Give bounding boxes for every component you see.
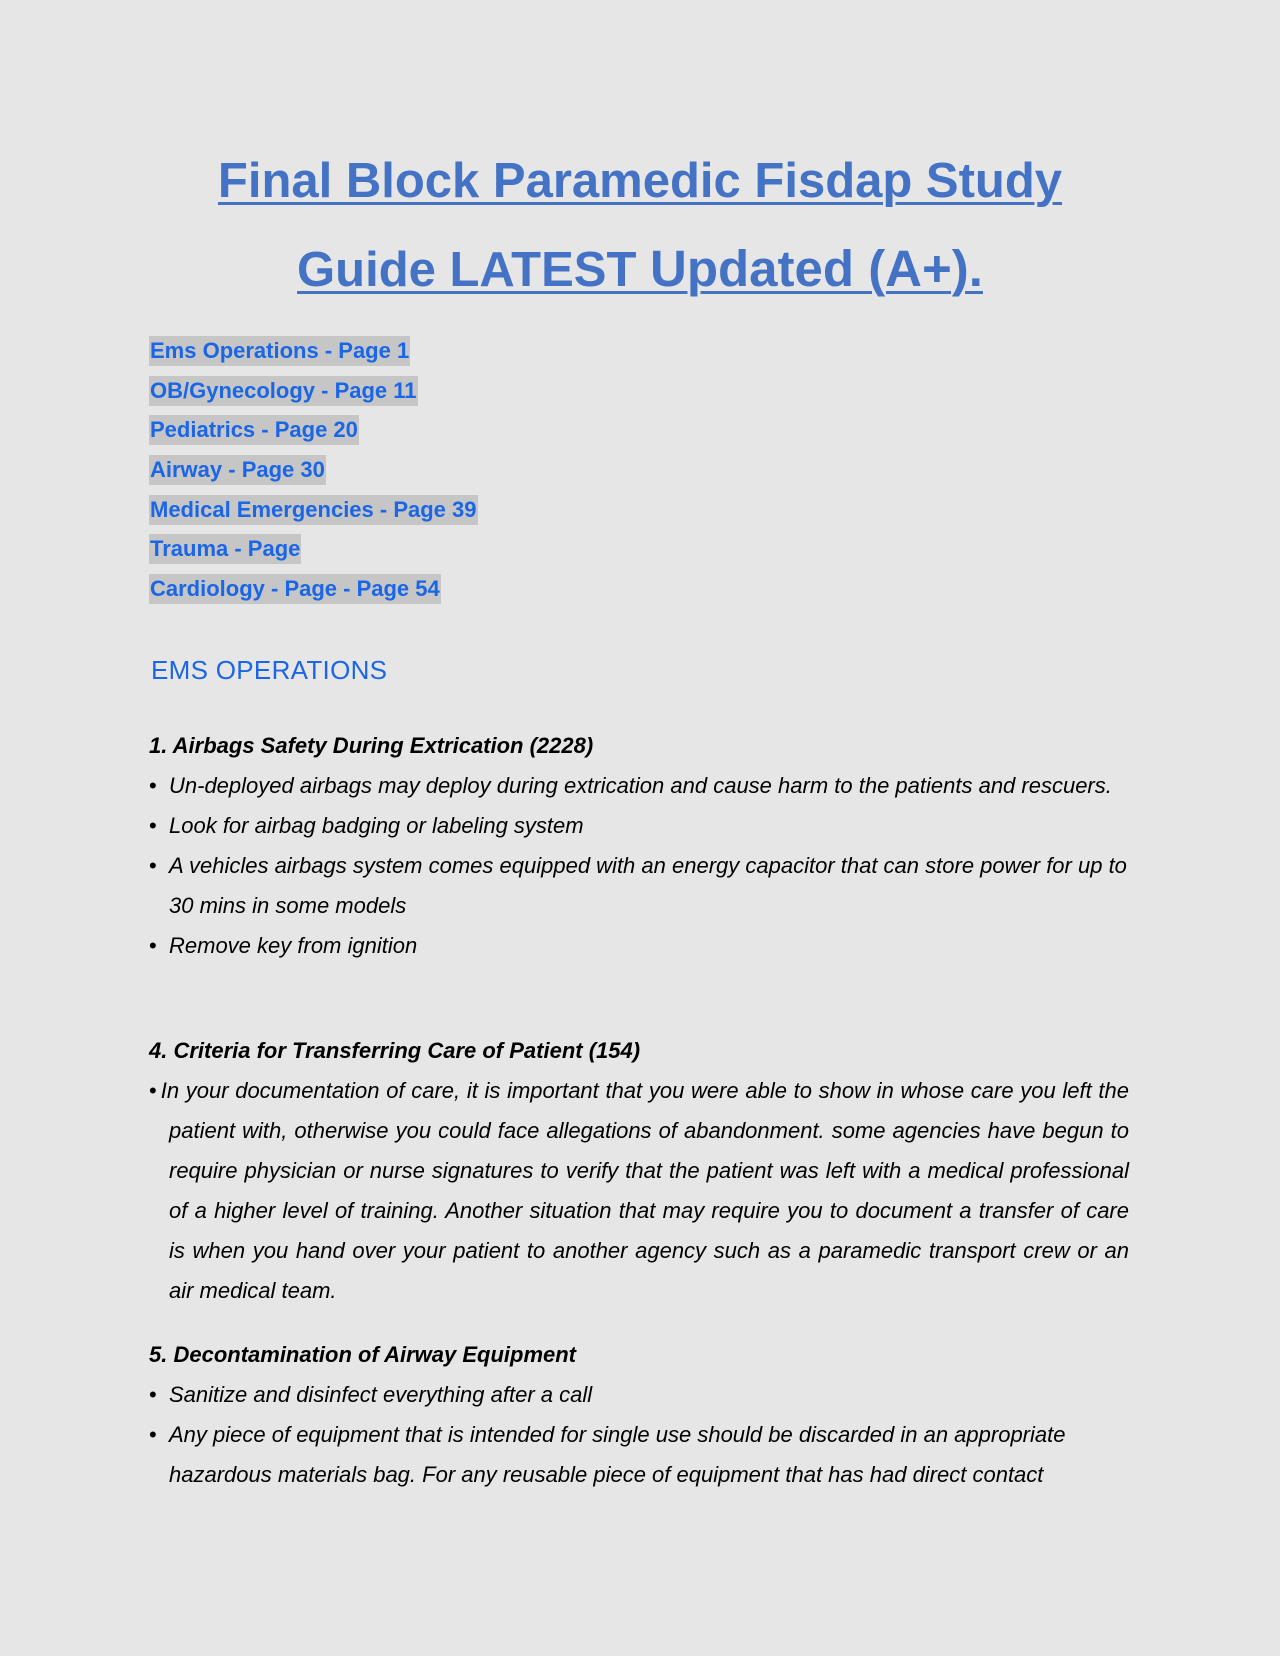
list-item <box>149 1415 1129 1495</box>
list-item <box>149 1375 1129 1415</box>
document-title-line-2 <box>0 238 1280 300</box>
toc-item <box>149 336 478 376</box>
list-item-text: Look for airbag badging or labeling system <box>169 813 584 838</box>
title-line-2-part-a: Guide LATEST <box>297 243 651 297</box>
list-item-text: In your documentation of care, it is important that you were able to show in whose care you left the patient with, otherwise you could face allegations of abandonment. some agencies have begun to require physician or nurse signatures to verify that the patient was left with a medical professional of a higher level of training. Another situation that may require you to document a transfer of care is when you hand over your patient to another agency such as a paramedic transport crew or an air medical team. <box>160 1078 1129 1303</box>
toc-item <box>149 455 478 495</box>
bullet-list <box>149 766 1129 966</box>
toc-link-trauma[interactable]: Trauma - Page <box>149 534 301 564</box>
document-title-line-1: Final Block Paramedic Fisdap Study <box>217 154 1063 208</box>
section-heading-ems-operations: EMS OPERATIONS <box>151 655 388 685</box>
list-item-text: Un-deployed airbags may deploy during extrication and cause harm to the patients and rescuers. <box>169 773 1112 798</box>
item-airbags-safety <box>149 726 1129 966</box>
toc-item <box>149 376 478 416</box>
item-transferring-care <box>149 1031 1129 1311</box>
bullet-marker: • <box>149 853 157 878</box>
toc-link-medical-emergencies[interactable]: Medical Emergencies - Page 39 <box>149 495 478 525</box>
toc-item <box>149 534 478 574</box>
list-item <box>149 926 1129 966</box>
bullet-marker: • <box>149 813 157 838</box>
list-item-text: Sanitize and disinfect everything after a call <box>169 1382 593 1407</box>
toc-link-pediatrics[interactable]: Pediatrics - Page 20 <box>149 415 359 445</box>
bullet-list <box>149 1375 1129 1495</box>
bullet-marker: • <box>149 1078 157 1103</box>
list-item <box>149 846 1129 926</box>
toc-link-cardiology[interactable]: Cardiology - Page - Page 54 <box>149 574 441 604</box>
toc-item <box>149 574 478 614</box>
list-item <box>149 1071 1129 1311</box>
list-item <box>149 806 1129 846</box>
item-heading: 5. Decontamination of Airway Equipment <box>149 1342 577 1367</box>
toc-item <box>149 415 478 455</box>
item-heading: 1. Airbags Safety During Extrication (2228) <box>149 733 594 758</box>
list-item-text: Remove key from ignition <box>169 933 418 958</box>
toc-link-ems-operations[interactable]: Ems Operations - Page 1 <box>149 336 410 366</box>
toc-link-airway[interactable]: Airway - Page 30 <box>149 455 326 485</box>
bullet-marker: • <box>149 773 157 798</box>
bullet-marker: • <box>149 1382 157 1407</box>
item-heading: 4. Criteria for Transferring Care of Patient (154) <box>149 1038 641 1063</box>
list-item-text: Any piece of equipment that is intended for single use should be discarded in an appropriate hazardous materials bag. For any reusable piece of equipment that has had direct contact <box>169 1422 1066 1487</box>
bullet-marker: • <box>149 933 157 958</box>
item-decontamination <box>149 1335 1129 1495</box>
toc-item <box>149 495 478 535</box>
title-line-2-part-b: Updated (A+). <box>650 240 983 297</box>
bullet-marker: • <box>149 1422 157 1447</box>
list-item-text: A vehicles airbags system comes equipped with an energy capacitor that can store power for up to 30 mins in some models <box>169 853 1127 918</box>
bullet-list <box>149 1071 1129 1311</box>
toc-link-ob-gynecology[interactable]: OB/Gynecology - Page 11 <box>149 376 418 406</box>
list-item <box>149 766 1129 806</box>
table-of-contents <box>149 336 478 614</box>
